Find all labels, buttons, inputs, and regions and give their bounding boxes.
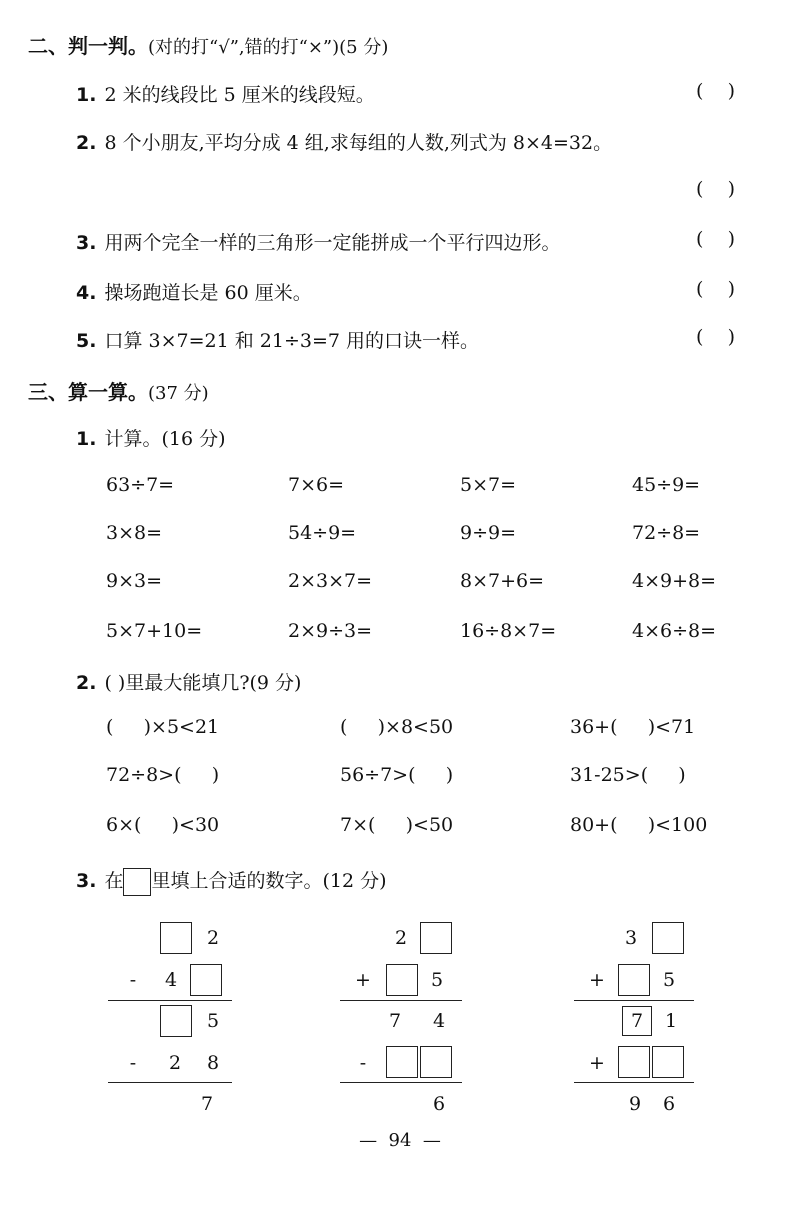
calc-item[interactable]: 4×6÷8=: [632, 620, 717, 642]
calc-item[interactable]: 16÷8×7=: [460, 620, 557, 642]
digit-box[interactable]: [420, 1046, 452, 1078]
digit: 8: [206, 1052, 220, 1074]
fill-item[interactable]: 56÷7>( ): [340, 764, 454, 786]
question-number: 3.: [76, 870, 97, 892]
question-text: ( )里最大能填几?(9 分): [104, 672, 302, 694]
judge-question-4: [76, 278, 312, 305]
calc-item[interactable]: 72÷8=: [632, 522, 701, 544]
answer-paren-2[interactable]: ( ): [696, 178, 735, 200]
question-text: 8 个小朋友,平均分成 4 组,求每组的人数,列式为 8×4=32。: [104, 132, 613, 154]
fill-item[interactable]: 72÷8>( ): [106, 764, 220, 786]
digit-box[interactable]: [652, 1046, 684, 1078]
calc-question-3: [76, 866, 387, 896]
judge-question-2: [76, 128, 612, 155]
section-3-heading: 三、算一算。: [28, 380, 148, 404]
calc-item[interactable]: 5×7=: [460, 474, 517, 496]
digit-box[interactable]: [420, 922, 452, 954]
calc-item[interactable]: 5×7+10=: [106, 620, 203, 642]
digit: 7: [200, 1093, 214, 1115]
answer-paren-4[interactable]: ( ): [696, 278, 735, 300]
judge-question-1: [76, 80, 375, 107]
digit: 7: [388, 1010, 402, 1032]
digit: 4: [432, 1010, 446, 1032]
calc-item[interactable]: 9×3=: [106, 570, 163, 592]
question-number: 2.: [76, 672, 97, 694]
question-text: 口算 3×7=21 和 21÷3=7 用的口诀一样。: [104, 330, 479, 352]
digit: 1: [664, 1010, 678, 1032]
fill-item[interactable]: 31-25>( ): [570, 764, 686, 786]
sum-line: [574, 1000, 694, 1001]
operator: +: [589, 969, 605, 991]
calc-question-1: [76, 424, 226, 451]
answer-paren-1[interactable]: ( ): [696, 80, 735, 102]
digit: 6: [432, 1093, 446, 1115]
fill-item[interactable]: 36+( )<71: [570, 716, 696, 738]
judge-question-5: [76, 326, 479, 353]
digit: 9: [628, 1093, 642, 1115]
digit: 4: [164, 969, 178, 991]
question-number: 5.: [76, 330, 97, 352]
digit-box[interactable]: [652, 922, 684, 954]
sum-line: [108, 1082, 232, 1083]
digit: 3: [624, 927, 638, 949]
calc-item[interactable]: 7×6=: [288, 474, 345, 496]
fill-item[interactable]: 80+( )<100: [570, 814, 708, 836]
digit: 5: [662, 969, 676, 991]
question-text: 计算。(16 分): [104, 428, 226, 450]
fill-item[interactable]: 6×( )<30: [106, 814, 220, 836]
digit: 6: [662, 1093, 676, 1115]
sum-line: [340, 1082, 462, 1083]
question-text: 操场跑道长是 60 厘米。: [104, 282, 312, 304]
calc-question-2: [76, 668, 301, 695]
digit: 2: [206, 927, 220, 949]
answer-paren-3[interactable]: ( ): [696, 228, 735, 250]
question-number: 2.: [76, 132, 97, 154]
fill-item[interactable]: ( )×8<50: [340, 716, 454, 738]
question-text-after: 里填上合适的数字。(12 分): [151, 870, 387, 892]
example-box: [123, 868, 151, 896]
section-2-title: [28, 30, 388, 59]
digit-box[interactable]: [618, 1046, 650, 1078]
calc-item[interactable]: 45÷9=: [632, 474, 701, 496]
question-text-before: 在: [104, 870, 124, 892]
section-3-subtitle: (37 分): [148, 383, 209, 404]
answer-paren-5[interactable]: ( ): [696, 326, 735, 348]
digit: 2: [168, 1052, 182, 1074]
sum-line: [108, 1000, 232, 1001]
digit-box[interactable]: [386, 964, 418, 996]
digit-box[interactable]: [386, 1046, 418, 1078]
sum-line: [574, 1082, 694, 1083]
operator: -: [359, 1052, 367, 1074]
question-number: 1.: [76, 428, 97, 450]
judge-question-3: [76, 228, 560, 255]
calc-item[interactable]: 8×7+6=: [460, 570, 545, 592]
digit-box[interactable]: [160, 922, 192, 954]
operator: +: [355, 969, 371, 991]
operator: -: [129, 969, 137, 991]
question-text: 2 米的线段比 5 厘米的线段短。: [104, 84, 375, 106]
question-text: 用两个完全一样的三角形一定能拼成一个平行四边形。: [104, 232, 561, 254]
question-number: 4.: [76, 282, 97, 304]
calc-item[interactable]: 2×3×7=: [288, 570, 373, 592]
calc-item[interactable]: 2×9÷3=: [288, 620, 373, 642]
sum-line: [340, 1000, 462, 1001]
question-number: 1.: [76, 84, 97, 106]
section-3-title: [28, 376, 209, 405]
fill-item[interactable]: 7×( )<50: [340, 814, 454, 836]
question-number: 3.: [76, 232, 97, 254]
page-number: — 94 —: [359, 1130, 441, 1151]
calc-item[interactable]: 4×9+8=: [632, 570, 717, 592]
calc-item[interactable]: 3×8=: [106, 522, 163, 544]
calc-item[interactable]: 54÷9=: [288, 522, 357, 544]
digit: 7: [630, 1010, 644, 1032]
digit-box[interactable]: [190, 964, 222, 996]
operator: +: [589, 1052, 605, 1074]
digit-box[interactable]: [618, 964, 650, 996]
calc-item[interactable]: 63÷7=: [106, 474, 175, 496]
section-2-heading: 二、判一判。: [28, 34, 148, 58]
fill-item[interactable]: ( )×5<21: [106, 716, 220, 738]
operator: -: [129, 1052, 137, 1074]
calc-item[interactable]: 9÷9=: [460, 522, 517, 544]
digit: 5: [206, 1010, 220, 1032]
digit-box[interactable]: [160, 1005, 192, 1037]
section-2-subtitle: (对的打“√”,错的打“×”)(5 分): [148, 37, 389, 58]
digit: 5: [430, 969, 444, 991]
digit: 2: [394, 927, 408, 949]
